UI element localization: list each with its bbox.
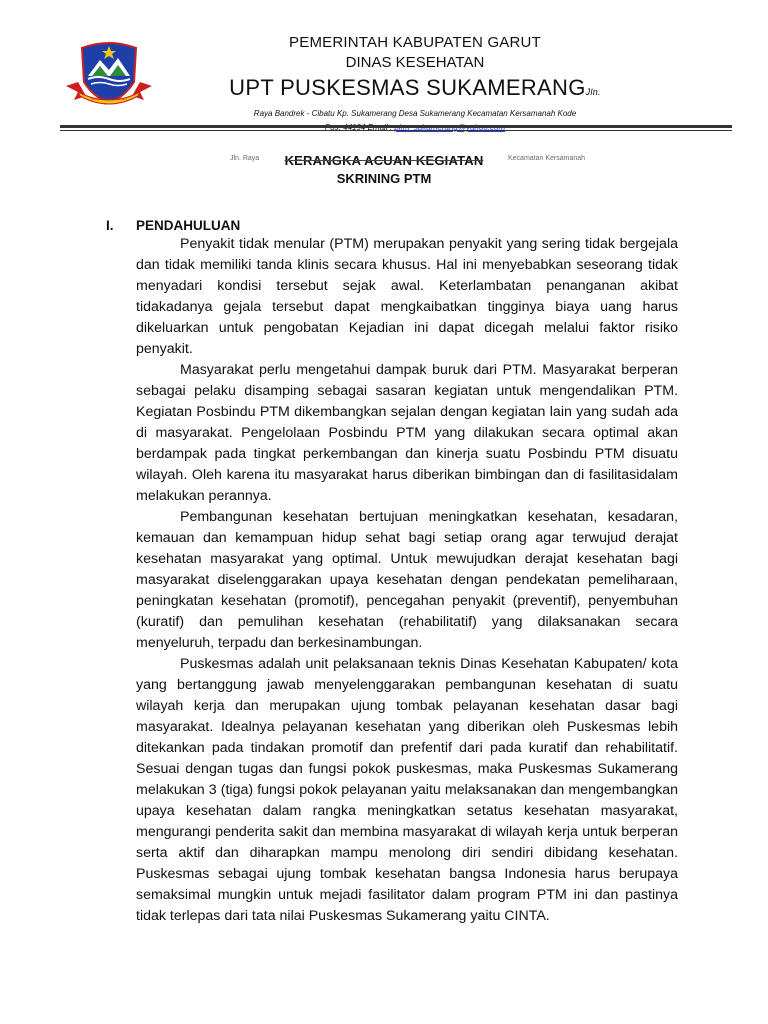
paragraph: Masyarakat perlu mengetahui dampak buruk dari PTM. Masyarakat berperan sebagai pelaku disamping sebagai sasaran kegiatan untuk mengendalikan PTM. Kegiatan Posbindu PTM dikembangkan sejalan dengan kegiatan lain yang sudah ada di masyarakat. Pengelolaan Posbindu PTM yang dilakukan secara optimal akan berdampak pada tingkat perkembangan dan kinerja suatu Posbindu PTM disuatu wilayah. Oleh karena itu masyarakat harus diberikan bimbingan dan di fasilitasidalam melakukan perannya. (136, 362, 678, 504)
address-line: Raya Bandrek - Cibatu Kp. Sukamerang Desa Sukamerang Kecamatan Kersamanah Kode (253, 109, 577, 118)
government-name: PEMERINTAH KABUPATEN GARUT (289, 34, 541, 51)
email-link[interactable]: pkm_sukamerang@yahoo.com (394, 123, 506, 132)
department-name: DINAS KESEHATAN (345, 54, 485, 71)
section-number: I. (106, 218, 114, 233)
section-title: PENDAHULUAN (136, 218, 241, 233)
paragraph: Puskesmas adalah unit pelaksanaan teknis Dinas Kesehatan Kabupaten/ kota yang bertanggung jawab menyelenggarakan pembangunan kesehatan di suatu wilayah kerja dan merupakan ujung tombak pelayanan kesehatan dasar bagi masyarakat. Idealnya pelayanan kesehatan yang diberikan oleh Puskesmas lebih ditekankan pada tindakan promotif dan prefentif dari pada kuratif dan rehabilitatif. Sesuai dengan tugas dan fungsi pokok puskesmas, maka Puskesmas Sukamerang melakukan 3 (tiga) fungsi pokok pelayanan yaitu melaksanakan dan mengembangkan upaya kesehatan dalam rangka meningkatkan setatus kesehatan masyarakat, mengurangi penderita sakit dan membina masyarakat di wilayah kerja untuk berperan serta aktif dan diharapkan mampu menolong diri sendiri dibidang kesehatan. Puskesmas sebagai ujung tombak kesehatan bangsa Indonesia harus berupaya semaksimal mungkin untuk mejadi fasilitator dalam program PTM ini dan pastinya tidak terlepas dari tata nilai Puskesmas Sukamerang yaitu CINTA. (136, 656, 678, 924)
ghost-text-right: Kecamatan Kersamanah (508, 155, 586, 162)
title-suffix: Jln. (585, 87, 601, 97)
institution-name: UPT PUSKESMAS SUKAMERANG (229, 75, 586, 100)
institution-title (200, 75, 630, 105)
logo-banner-text: SUGENTEN GARUT (90, 96, 128, 101)
letterhead-rule-thin (60, 130, 732, 131)
paragraph: Pembangunan kesehatan bertujuan meningkatkan kesehatan, kesadaran, kemauan dan kemampuan hidup sehat bagi setiap orang agar terwujud derajat kesehatan masyarakat yang optimal. Untuk mewujudkan derajat kesehatan bagi masyarakat diselenggarakan upaya kesehatan dengan pendekatan pemeliharaan, peningkatan kesehatan (promotif), pencegahan penyakit (preventif), penyembuhan (kuratif) dan pemulihan kesehatan (rehabilitatif) yang dilaksanakan secara menyeluruh, terpadu dan berkesinambungan. (136, 509, 678, 651)
letterhead (200, 34, 630, 133)
garut-regency-logo (64, 38, 154, 110)
letterhead-rule-thick (60, 125, 732, 128)
section-body (136, 234, 678, 927)
ghost-text-left: Jln. Raya (230, 155, 260, 162)
postal-code: Pos: 44194 Email : (324, 123, 395, 132)
paragraph: Penyakit tidak menular (PTM) merupakan penyakit yang sering tidak bergejala dan tidak memiliki tanda klinis secara khusus. Hal ini menyebabkan seseorang tidak menyadari kondisi tersebut sejak awal. Keterlambatan penanganan akibat tidakadanya gejala tersebut dapat mengkaibatkan tingginya biaya uang harus dikeluarkan untuk pengobatan Kejadian ini dapat dicegah melalui faktor risiko penyakit. (136, 236, 678, 357)
document-subtitle: SKRINING PTM (336, 171, 432, 186)
document-title-text: KERANGKA ACUAN KEGIATAN (284, 153, 484, 168)
document-title (0, 153, 768, 168)
